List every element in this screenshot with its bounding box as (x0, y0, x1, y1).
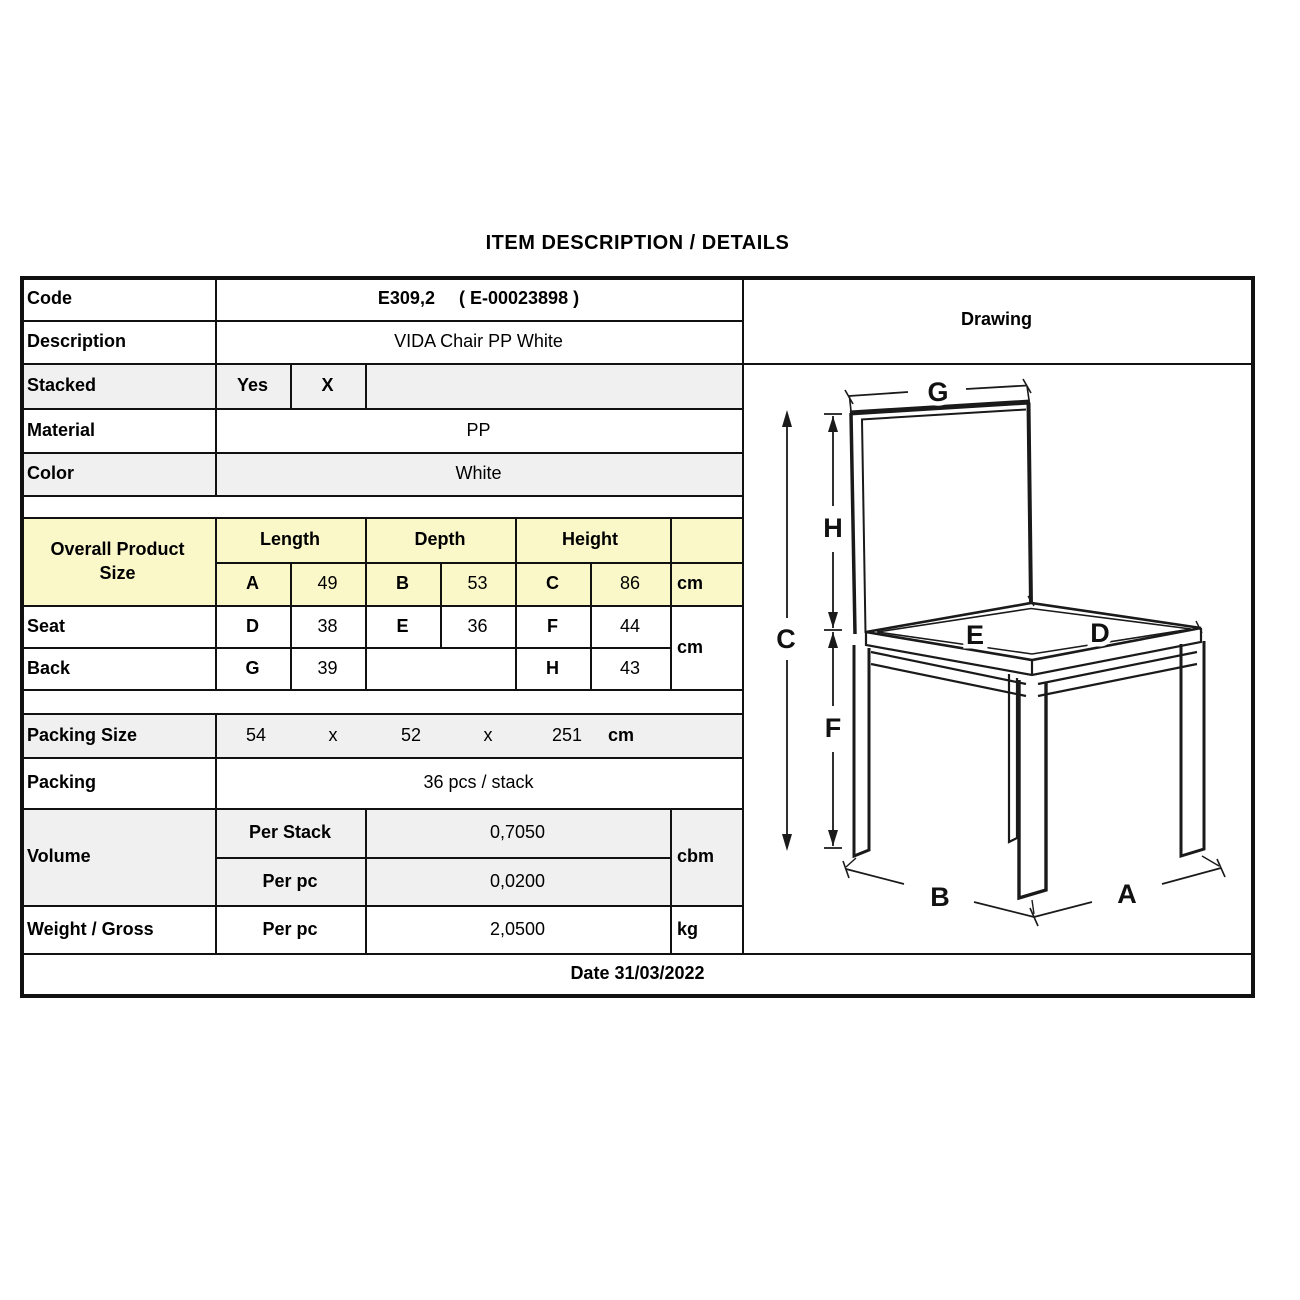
dim-arrow-c-bottom (782, 834, 792, 851)
volume-label: Volume (27, 846, 91, 866)
dim-label-c: C (776, 624, 796, 654)
material-label: Material (27, 420, 96, 440)
size-col-height: Height (562, 529, 618, 549)
packing-value: 36 pcs / stack (423, 772, 534, 792)
seat-e-key: E (396, 616, 409, 636)
spec-table (20, 276, 1255, 998)
dim-label-a: A (1117, 879, 1137, 909)
size-label (20, 517, 215, 605)
seat-d-val: 38 (317, 616, 338, 636)
code-value-main: E309,2 (377, 288, 435, 308)
back-h-key: H (546, 658, 559, 678)
weight-unit: kg (677, 919, 699, 939)
dim-label-g: G (927, 377, 949, 407)
color-label: Color (27, 463, 74, 483)
seat-e-val: 36 (467, 616, 488, 636)
stacked-label: Stacked (27, 375, 97, 395)
weight-value: 2,0500 (489, 919, 546, 939)
drawing-header: Drawing (960, 309, 1032, 329)
per-pc-value: 0,0200 (489, 871, 546, 891)
overall-a-key: A (246, 573, 259, 593)
grid-line (20, 689, 742, 691)
dim-label-e: E (965, 620, 985, 650)
packing-size-part-0: 54 (245, 725, 267, 745)
description-label: Description (27, 331, 127, 351)
volume-unit: cbm (677, 846, 715, 866)
color-value: White (455, 463, 502, 483)
page-title: ITEM DESCRIPTION / DETAILS (485, 232, 790, 254)
dim-label-d: D (1090, 618, 1110, 648)
overall-unit: cm (677, 573, 704, 593)
back-h-val: 43 (619, 658, 641, 678)
packing-size-part-3: x (483, 725, 493, 745)
overall-c-key: C (546, 573, 559, 593)
code-value (215, 276, 742, 320)
leg-left (854, 645, 869, 856)
grid-line (20, 495, 742, 497)
per-stack-value: 0,7050 (489, 822, 546, 842)
seat-d-key: D (246, 616, 259, 636)
chair-drawing (742, 363, 1251, 953)
dim-arrow-c-top (782, 410, 792, 427)
size-label-line2: Size (99, 563, 136, 583)
overall-a-val: 49 (317, 573, 338, 593)
overall-b-key: B (396, 573, 409, 593)
packing-size-part-5: cm (607, 725, 635, 745)
packing-size-part-4: 251 (551, 725, 583, 745)
dim-arrow-f-top (828, 632, 838, 648)
seat-back-unit: cm (677, 637, 704, 657)
backrest-right-edge (1029, 403, 1032, 606)
dim-arrow-f-bottom (828, 830, 838, 846)
apron-left (871, 652, 1026, 696)
leg-right (1181, 641, 1204, 856)
per-stack-label: Per Stack (248, 822, 332, 842)
weight-per-label: Per pc (262, 919, 318, 939)
grid-line (365, 363, 367, 408)
per-pc-label: Per pc (262, 871, 318, 891)
size-col-length: Length (260, 529, 320, 549)
backrest-left-edge (851, 413, 855, 634)
backrest-left-inner (862, 420, 866, 633)
date-text: Date 31/03/2022 (570, 963, 705, 983)
code-label: Code (27, 288, 72, 308)
dim-arrow-h-top (828, 416, 838, 432)
code-value-alt: ( E-00023898 ) (459, 288, 580, 308)
overall-b-val: 53 (467, 573, 488, 593)
back-g-val: 39 (317, 658, 338, 678)
leg-front (1019, 680, 1046, 898)
seat-f-key: F (547, 616, 558, 636)
size-label-line1: Overall Product (50, 539, 185, 559)
packing-size-label: Packing Size (27, 725, 138, 745)
grid-line (20, 994, 1255, 998)
dim-label-b: B (930, 882, 950, 912)
packing-label: Packing (27, 772, 97, 792)
leg-back (1009, 674, 1017, 842)
dim-arrow-h-bottom (828, 612, 838, 628)
overall-c-val: 86 (619, 573, 641, 593)
back-g-key: G (245, 658, 260, 678)
dim-label-f: F (824, 713, 842, 743)
back-label: Back (27, 658, 71, 678)
seat-label: Seat (27, 616, 66, 636)
weight-label: Weight / Gross (27, 919, 154, 939)
grid-line (1251, 276, 1255, 998)
description-value: VIDA Chair PP White (394, 331, 563, 351)
dim-label-h: H (823, 513, 843, 543)
stacked-mark: X (321, 375, 334, 395)
stacked-yes: Yes (236, 375, 269, 395)
size-col-depth: Depth (414, 529, 466, 549)
packing-size-part-2: 52 (400, 725, 422, 745)
seat-f-val: 44 (619, 616, 641, 636)
packing-size-part-1: x (328, 725, 338, 745)
material-value: PP (466, 420, 491, 440)
